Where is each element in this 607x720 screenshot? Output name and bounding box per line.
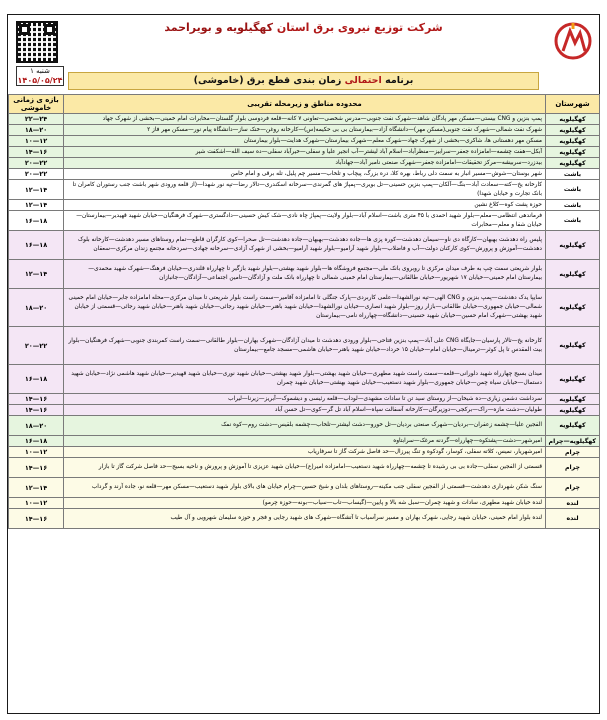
area-cell: مسکن مهر دهستانی ها، شاکری—بخشی از شهرک جهاد—شهرک معلم—شهرک بیمارستان—شهرک هدایت—بلوار بیمارستان	[64, 136, 546, 147]
time-cell: ۱۰—۱۲	[9, 136, 64, 147]
area-cell: بیدزرد—سربیشه—مرکز تحقیقات—امامزاده جعفر—شهرک صنعتی نامبر آباد—جهادآباد	[64, 158, 546, 169]
area-cell: شهرک نفت شمالی—شهرک نفت جنوبی(مسکن مهر)—دانشگاه آزاد—بیمارستان بی بی حکیمه(س)—کارخانه روغن—خنک ساز—دانشگاه پیام نور—مسکن مهر فاز ۲	[64, 125, 546, 136]
table-row	[9, 158, 600, 169]
table-row	[9, 405, 600, 416]
outage-table	[8, 94, 600, 529]
time-cell: ۱۲—۱۴	[9, 200, 64, 211]
table-row	[9, 436, 600, 447]
program-title-prefix: برنامه	[381, 75, 414, 86]
area-cell: قسمتی از الفجین سفلی—جاده بی بی رشیده تا چشمه—چهارراه شهید دستغیب—امامزاده امیر(ع)—خیابان شهید عزیزی تا آموزش و پرورش و ناحیه بسیج—حد فاصل شرکت گاز تا بازار	[64, 458, 546, 478]
area-cell: حوزه پشت کوه—کلاغ نشین	[64, 200, 546, 211]
city-cell: کهگیلویه	[546, 125, 600, 136]
table-row	[9, 458, 600, 478]
time-cell: ۱۴—۱۶	[9, 147, 64, 158]
time-cell: ۱۴—۱۶	[9, 405, 64, 416]
schedule-date: ۱۴۰۵/۰۵/۲۴	[17, 76, 63, 85]
table-row	[9, 125, 600, 136]
company-name-prefix: شرکت توزیع نیروی برق استان	[273, 21, 443, 34]
city-cell: کهگیلویه—چرام	[546, 436, 600, 447]
city-cell: باشت	[546, 180, 600, 200]
area-cell: سرداشت دشمن زیاری—ده شیخان—از روستای سید تن تا سادات مشهدی—لوداب—قلعه رئیسی و دیشموک—آبریز—زیرنا—لیراب	[64, 394, 546, 405]
area-cell: میدان بسیج چهارراه شهید دلورانی—قلعه—سمت راست شهید مطهری—خیابان شهید بهشتی—بلوار شهید بهشتی—خیابان شهید نوری—خیابان شهید قهیدیر—خیابان شهید هاشمی نژاد—خیابان شهید دستمال—خیابان سیاه چمن—خیابان جمهوری—بلوار شهید دستغیب—خیابان شهید بهشتی—خیابان شهید چمران	[64, 365, 546, 394]
time-cell: ۱۰—۱۲	[9, 498, 64, 509]
table-row	[9, 447, 600, 458]
table-row	[9, 180, 600, 200]
time-cell: ۱۰—۱۲	[9, 447, 64, 458]
city-cell: کهگیلویه	[546, 136, 600, 147]
area-cell: کارخانه یخ—تالار پارسیان—جایگاه CNG علی آباد—پمپ بنزین فتاحی—بلوار ورودی دهدشت تا میدان آزادگان—شهرک بهاران—بلوار طالقانی—سمت راست کمربندی جنوبی—شهرک فرهنگیان—بلوار بیت المقدس تا پل کوثر—ترمینال—خیابان امام—خیابان ۱۵ خرداد—خیابان شهید باهنر—خیابان هاشمی—مسجد جامع—بیمارستان	[64, 327, 546, 365]
time-cell: ۱۶—۱۸	[9, 231, 64, 260]
outage-table-body	[9, 114, 600, 529]
outage-schedule-document	[7, 14, 600, 714]
city-cell: چرام	[546, 458, 600, 478]
city-cell: کهگیلویه	[546, 260, 600, 289]
time-cell: ۲۰—۲۲	[9, 169, 64, 180]
area-cell: سایپا یدک دهدشت—پمپ بنزین و CNG الهی—تپه نورالشهدا—علمی کاربردی—پارک جنگلی تا امامزاده آقامیر—سمت راست بلوار شریعتی تا میدان مرکزی—محله امامزاده جابر—خیابان امام خمینی شمالی—خیابان جمهوری—خیابان طالقانی—بازار روز—بلوار شهید انصاری—خیابان نورالشهدا—خیابان شهید باهنر—خیابان شهید رجائی—خیابان شهید باهنر—خیابان شهید رجائی—قسمتی از خیابان شهید بهشتی—شهرک امام حسین—خیابان شهید حسینی—دانشگاه—چهارراه نامی—بیمارستان	[64, 289, 546, 327]
table-row	[9, 136, 600, 147]
city-cell: چرام	[546, 447, 600, 458]
city-cell: باشت	[546, 200, 600, 211]
time-cell: ۲۰—۲۲	[9, 158, 64, 169]
city-cell: کهگیلویه	[546, 405, 600, 416]
time-cell: ۱۸—۲۰	[9, 416, 64, 436]
area-cell: لنده خیابان شهید مطهری، سادات و شهید چمران—سبل شه بالا و پایین—(گیساب—تاب—سیاب—بونه—حوزه چرمو)	[64, 498, 546, 509]
column-header-city: شهرستان	[546, 95, 600, 114]
table-row	[9, 394, 600, 405]
city-cell: کهگیلویه	[546, 147, 600, 158]
area-cell: کارخانه یخ—کته—سعادت آباد—بنگ—آلکان—پمپ بنزین حسینی—تل بویری—پمپاژ های گمرندی—سرخانه اسکندری—تالار رضا—تپه نور شهدا—(از قلعه ورودی شهر باشت جنب رستوران کامران تا بانک تجارت و خیابان شهدا)	[64, 180, 546, 200]
time-cell: ۱۸—۲۰	[9, 289, 64, 327]
time-cell: ۱۲—۱۴	[9, 478, 64, 498]
table-row	[9, 289, 600, 327]
city-cell: باشت	[546, 169, 600, 180]
city-cell: کهگیلویه	[546, 114, 600, 125]
table-row	[9, 169, 600, 180]
column-header-area: محدوده مناطق و زیرمحله تقریبی	[64, 95, 546, 114]
table-row	[9, 211, 600, 231]
table-row	[9, 327, 600, 365]
area-cell: آبکل—هفت چشمه—امامزاده جعفر—سرابیز—منظرآباد—اسلام آباد لیشتر—آب انجیر علیا و سفلی—خیرآباد سفلی—ده سیف الله—اشکفت شیر	[64, 147, 546, 158]
area-cell: الفجین علیا—چشمه زعفران—بردیان—شهرک صنعتی بردیان—تل خورو—دشت لیشتر—تلخاب—چشمه بلقیس—دشت روم—کوه نمک	[64, 416, 546, 436]
time-cell: ۱۲—۱۴	[9, 180, 64, 200]
time-cell: ۱۶—۱۸	[9, 436, 64, 447]
table-header-row	[9, 95, 600, 114]
time-cell: ۱۴—۱۶	[9, 509, 64, 529]
company-name-highlight: کهگیلویه و بویراحمد	[164, 21, 274, 34]
area-cell: پلیس راه دهدشت بهبهان—کارگاه دی ناو—سیمان دهدشت—کوره پزی ها—جاده دهدشت—بهبهان—جاده دهدشت—تل صحرا—کوی کارگران قاطع—تمام روستاهای مسیر دهدشت—کارخانه بلوک دهدشت—آموزش و پرورش—کوی کارکنان دولت—آب و فاضلاب—بلوار شهید آرامیو—بلوار شهید آرامیو—بخشی از شهرک آزادی—سرخانه جهادی—سردخانه مجتمع زندان مرکزی—سعقان	[64, 231, 546, 260]
table-row	[9, 260, 600, 289]
city-cell: کهگیلویه	[546, 416, 600, 436]
city-cell: باشت	[546, 211, 600, 231]
area-cell: امیرشهر—دشت—پشتکوه—چهارراه—گردنه مرغک—سرابتاوه	[64, 436, 546, 447]
city-cell: کهگیلویه	[546, 327, 600, 365]
city-cell: کهگیلویه	[546, 365, 600, 394]
area-cell: سنگ شکن شهرداری دهدشت—قسمتی از الفجین سفلی جنب مکینه—روستاهای بلدان و شیخ حسین—چرام خیابان های بالای بلوار شهید دستغیب—مسکن مهر—قلعه نو، جاده آرند و گرداب	[64, 478, 546, 498]
time-cell: ۱۴—۱۶	[9, 394, 64, 405]
time-cell: ۱۴—۱۶	[9, 458, 64, 478]
city-cell: چرام	[546, 478, 600, 498]
area-cell: بلوار شریعتی سمت چپ به طرف میدان مرکزی تا روبروی بانک ملی—مجتمع فروشگاه ها—بلوار شهید بهشتی—بلوار شهید بازگیر تا چهارراه قلندری—خیابان فرهنگ—شهرک شهید محمدی—بیمارستان امام خمینی—خیابان ۱۷ شهریور—خیابان طالقانی—بیمارستان امام خمینی شمالی تا چهارراه بانک ملت و آزادگان—تامین اجتماعی—آزادگان—جانبازان	[64, 260, 546, 289]
table-row	[9, 365, 600, 394]
city-cell: لنده	[546, 509, 600, 529]
time-cell: ۲۲—۲۴	[9, 114, 64, 125]
city-cell: کهگیلویه	[546, 231, 600, 260]
area-cell: امیرشهریار، نمیس، کلاته سفلی، کوسار، گودکوه و تنگ پیرزال—حد فاصل شرکت گاز تا سرفاریاب	[64, 447, 546, 458]
table-row	[9, 509, 600, 529]
time-cell: ۱۶—۱۸	[9, 365, 64, 394]
qr-code-icon	[16, 21, 58, 63]
time-cell: ۱۸—۲۰	[9, 125, 64, 136]
table-row	[9, 498, 600, 509]
area-cell: طولیان—دشت مازه—راک—برکجی—دوزیرگان—کارخانه آسفالت سپاه—اسلام آباد تل گر—کوی—تل حسن آباد	[64, 405, 546, 416]
area-cell: پمپ بنزین و CNG بیستی—مسکن مهر پادگان شاهد—شهرک نفت جنوبی—مدرس شخصی—تعاونی ۷ کانه—قلعه فردوسی بلوار گلستان—مخابرات امام خمینی—بخشی از شهرک جهاد	[64, 114, 546, 125]
table-row	[9, 231, 600, 260]
program-title	[68, 72, 539, 90]
area-cell: شهر بوستان—شوش—مسیر انبار به سمت دلی رباط، بهره کلا، دره بزرگ، پیچاب و تلخاب—مسیر چم پلیل، تله برقی و امام خامن	[64, 169, 546, 180]
time-cell: ۱۲—۱۴	[9, 260, 64, 289]
city-cell: کهگیلویه	[546, 394, 600, 405]
program-title-suffix: زمان بندی قطع برق (خاموشی)	[193, 75, 345, 86]
table-row	[9, 416, 600, 436]
document-header	[8, 15, 599, 87]
table-row	[9, 147, 600, 158]
table-row	[9, 478, 600, 498]
city-cell: لنده	[546, 498, 600, 509]
time-cell: ۱۶—۱۸	[9, 211, 64, 231]
company-logo-icon	[553, 21, 593, 63]
area-cell: فرماندهی انتظامی—معلم—بلوار شهید احمدی با ۴۵ متری باشت—اسلام آباد—بلوار ولایت—پمپاژ چاه نادی—شک کیش حسینی—دادگستری—شهرک فرهنگیان—خیابان شهید قهیدیر—بیمارستان—خیابان شفا و معلم—مخابرات	[64, 211, 546, 231]
date-box	[16, 66, 64, 86]
table-row	[9, 200, 600, 211]
column-header-time: بازه ی زمانی خاموشی	[9, 95, 64, 114]
table-row	[9, 114, 600, 125]
city-cell: کهگیلویه	[546, 158, 600, 169]
time-cell: ۲۰—۲۲	[9, 327, 64, 365]
weekday-label: شنبه ۱	[30, 67, 50, 75]
city-cell: کهگیلویه	[546, 289, 600, 327]
company-name	[68, 21, 539, 34]
program-title-highlight: احتمالی	[344, 75, 382, 86]
area-cell: لنده بلوار امام خمینی، خیابان شهید رجایی، شهرک بهاران و مسیر سرآسیاب تا آتشگاه—شهرک های شهید رجایی و فجر و حوزه سلیمان شهرویی و آل طیب	[64, 509, 546, 529]
